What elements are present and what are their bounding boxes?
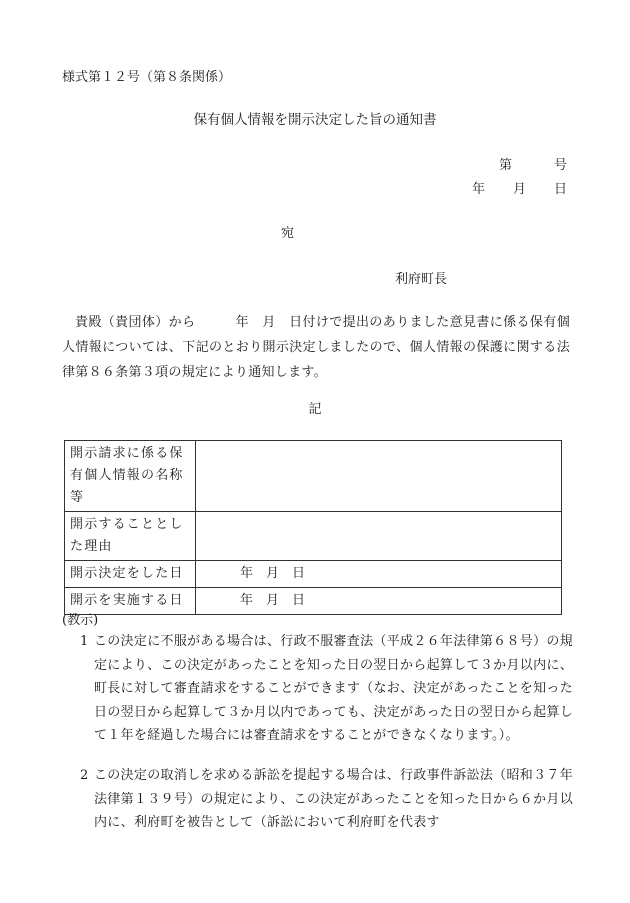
notice-text: この決定に不服がある場合は、行政不服審査法（平成２６年法律第６８号）の規定により、この決定があったことを知った日の翌日から起算して３か月以内に、町長に対して審査請求をすることができます（なお、決定があったことを知った日の翌日から起算して３か月以内であっても、決定があった日の翌日から起算して１年を経過した場合には審査請求をすることができなくなります。）。 [94, 634, 573, 743]
date-year: 年 [471, 182, 485, 197]
table-row [65, 561, 562, 588]
date-day: 日 [553, 182, 567, 197]
notice-item [68, 630, 573, 748]
date-month: 月 [512, 182, 526, 197]
issuer-name: 利府町長 [395, 272, 448, 287]
form-number: 様式第１２号（第８条関係） [62, 70, 232, 85]
document-title: 保有個人情報を開示決定した旨の通知書 [193, 112, 437, 128]
row-label: 開示を実施する日 [65, 588, 196, 615]
number-go: 号 [553, 158, 567, 173]
row-value [196, 441, 562, 512]
issue-date-line [472, 178, 567, 197]
document-number-line [499, 154, 567, 173]
row-value: 年 月 日 [196, 561, 562, 588]
addressee: 宛 [281, 226, 295, 241]
row-label: 開示することとした理由 [65, 512, 196, 561]
notice-text: この決定の取消しを求める訴訟を提起する場合は、行政事件訴訟法（昭和３７年法律第１３９号）の規定により、この決定があったことを知った日から６か月以内に、利府町を被告として（訴訟において利府町を代表す [94, 768, 573, 830]
row-label: 開示決定をした日 [65, 561, 196, 588]
row-value: 年 月 日 [196, 588, 562, 615]
row-label: 開示請求に係る保有個人情報の名称等 [65, 441, 196, 512]
table-row [65, 441, 562, 512]
number-dai: 第 [498, 158, 512, 173]
disclosure-info-table [64, 440, 562, 615]
notice-number: 2 [80, 768, 89, 783]
table-row [65, 512, 562, 561]
body-paragraph: 貴殿（貴団体）から 年 月 日付けで提出のありました意見書に係る保有個人情報については、下記のとおり開示決定しましたので、個人情報の保護に関する法律第８６条第３項の規定により通知します。 [62, 315, 570, 380]
notice-item [68, 764, 573, 835]
notice-heading: (教示) [62, 613, 99, 628]
row-value [196, 512, 562, 561]
table-row [65, 588, 562, 615]
notice-number: 1 [80, 634, 89, 649]
ki-heading: 記 [308, 402, 322, 417]
